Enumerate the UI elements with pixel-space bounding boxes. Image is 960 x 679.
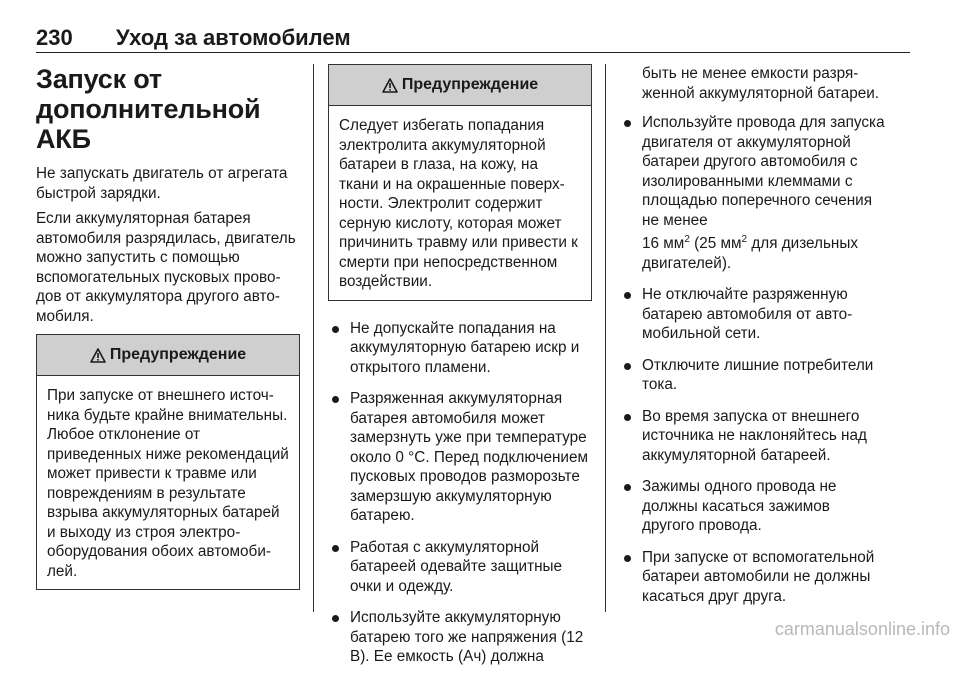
column-2	[328, 64, 592, 679]
list-item: Работая с аккумуляторной батареей одевайте защитные очки и одежду.	[328, 538, 592, 597]
warning-box	[328, 64, 592, 301]
superscript: 2	[741, 234, 748, 245]
list-item: Используйте аккумуляторную батарею того же напряжения (12 В). Ее емкость (Ач) должна	[328, 608, 592, 667]
warning-triangle-icon	[382, 78, 398, 93]
page-header	[36, 26, 910, 53]
warning-header	[37, 335, 299, 376]
page-number: 230	[36, 25, 73, 50]
column-divider	[313, 64, 314, 612]
watermark: carmanualsonline.info	[774, 619, 950, 639]
list-item: Не допускайте попадания на аккумуляторную батарею искр и открытого пламени.	[328, 319, 592, 378]
list-item: Зажимы одного провода не должны касаться зажимов другого провода.	[620, 477, 886, 536]
paragraph: Если аккумуляторная батарея автомобиля разрядилась, двигатель можно запустить с помощью вспомогательных пусковых проводов от аккумулятора другого автомобиля.	[36, 210, 296, 325]
column-divider	[605, 64, 606, 612]
list-item: Отключите лишние потребители тока.	[620, 356, 886, 395]
list-item: При запуске от вспомогательной батареи автомобили не должны касаться друг друга.	[620, 548, 886, 607]
warning-text: При запуске от внешнего источника будьте крайне внимательны. Любое отклонение от приведенных ниже рекомендаций может привести к травме или повреждениям в результате взрыва аккумуляторных батарей и выходу из строя электрооборудования обоих автомобилей.	[47, 387, 289, 580]
list-item-text: Используйте провода для запуска двигателя от аккумуляторной батареи другого автомобиля с изолированными клеммами с площадью поперечного сечения не менее	[642, 114, 885, 229]
list-item: Не отключайте разряженную батарею автомобиля от автомобильной сети.	[620, 285, 886, 344]
warning-label: Предупреждение	[109, 346, 247, 363]
warning-triangle-icon	[90, 348, 106, 363]
list-item	[620, 113, 886, 273]
cross-section-petrol: 16 мм	[642, 235, 685, 253]
paragraph: Не запускать двигатель от агрегата быстрой зарядки.	[36, 165, 288, 202]
bullet-list	[328, 319, 592, 667]
warning-header	[329, 65, 591, 106]
list-item-continuation: быть не менее емкости разряженной аккумуляторной батареи.	[642, 65, 880, 102]
column-3	[620, 64, 886, 618]
warning-text: Следует избегать попадания электролита аккумуляторной батареи в глаза, на кожу, на ткани и на окрашенные поверхности. Электролит содержит серную кислоту, которая может причинить травму или привести к смерти при непосредственном воздействии.	[339, 117, 578, 290]
running-title: Уход за автомобилем	[116, 25, 351, 50]
bullet-list	[620, 64, 886, 606]
list-item-text: для дизельных двигателей).	[642, 235, 859, 272]
warning-box	[36, 334, 300, 590]
warning-label: Предупреждение	[401, 76, 539, 93]
list-item: Во время запуска от внешнего источника не наклоняйтесь над аккумуляторной батареей.	[620, 407, 886, 466]
superscript: 2	[684, 234, 690, 245]
list-item: Разряженная аккумуляторная батарея автомобиля может замерзнуть уже при температуре около 0 °C. Перед подключением пусковых проводов разморозьте замерзшую аккумуляторную батарею.	[328, 389, 592, 526]
cross-section-diesel: (25 мм	[689, 235, 742, 253]
column-1	[36, 64, 300, 590]
section-heading: Запуск от дополнительной АКБ	[36, 64, 261, 154]
